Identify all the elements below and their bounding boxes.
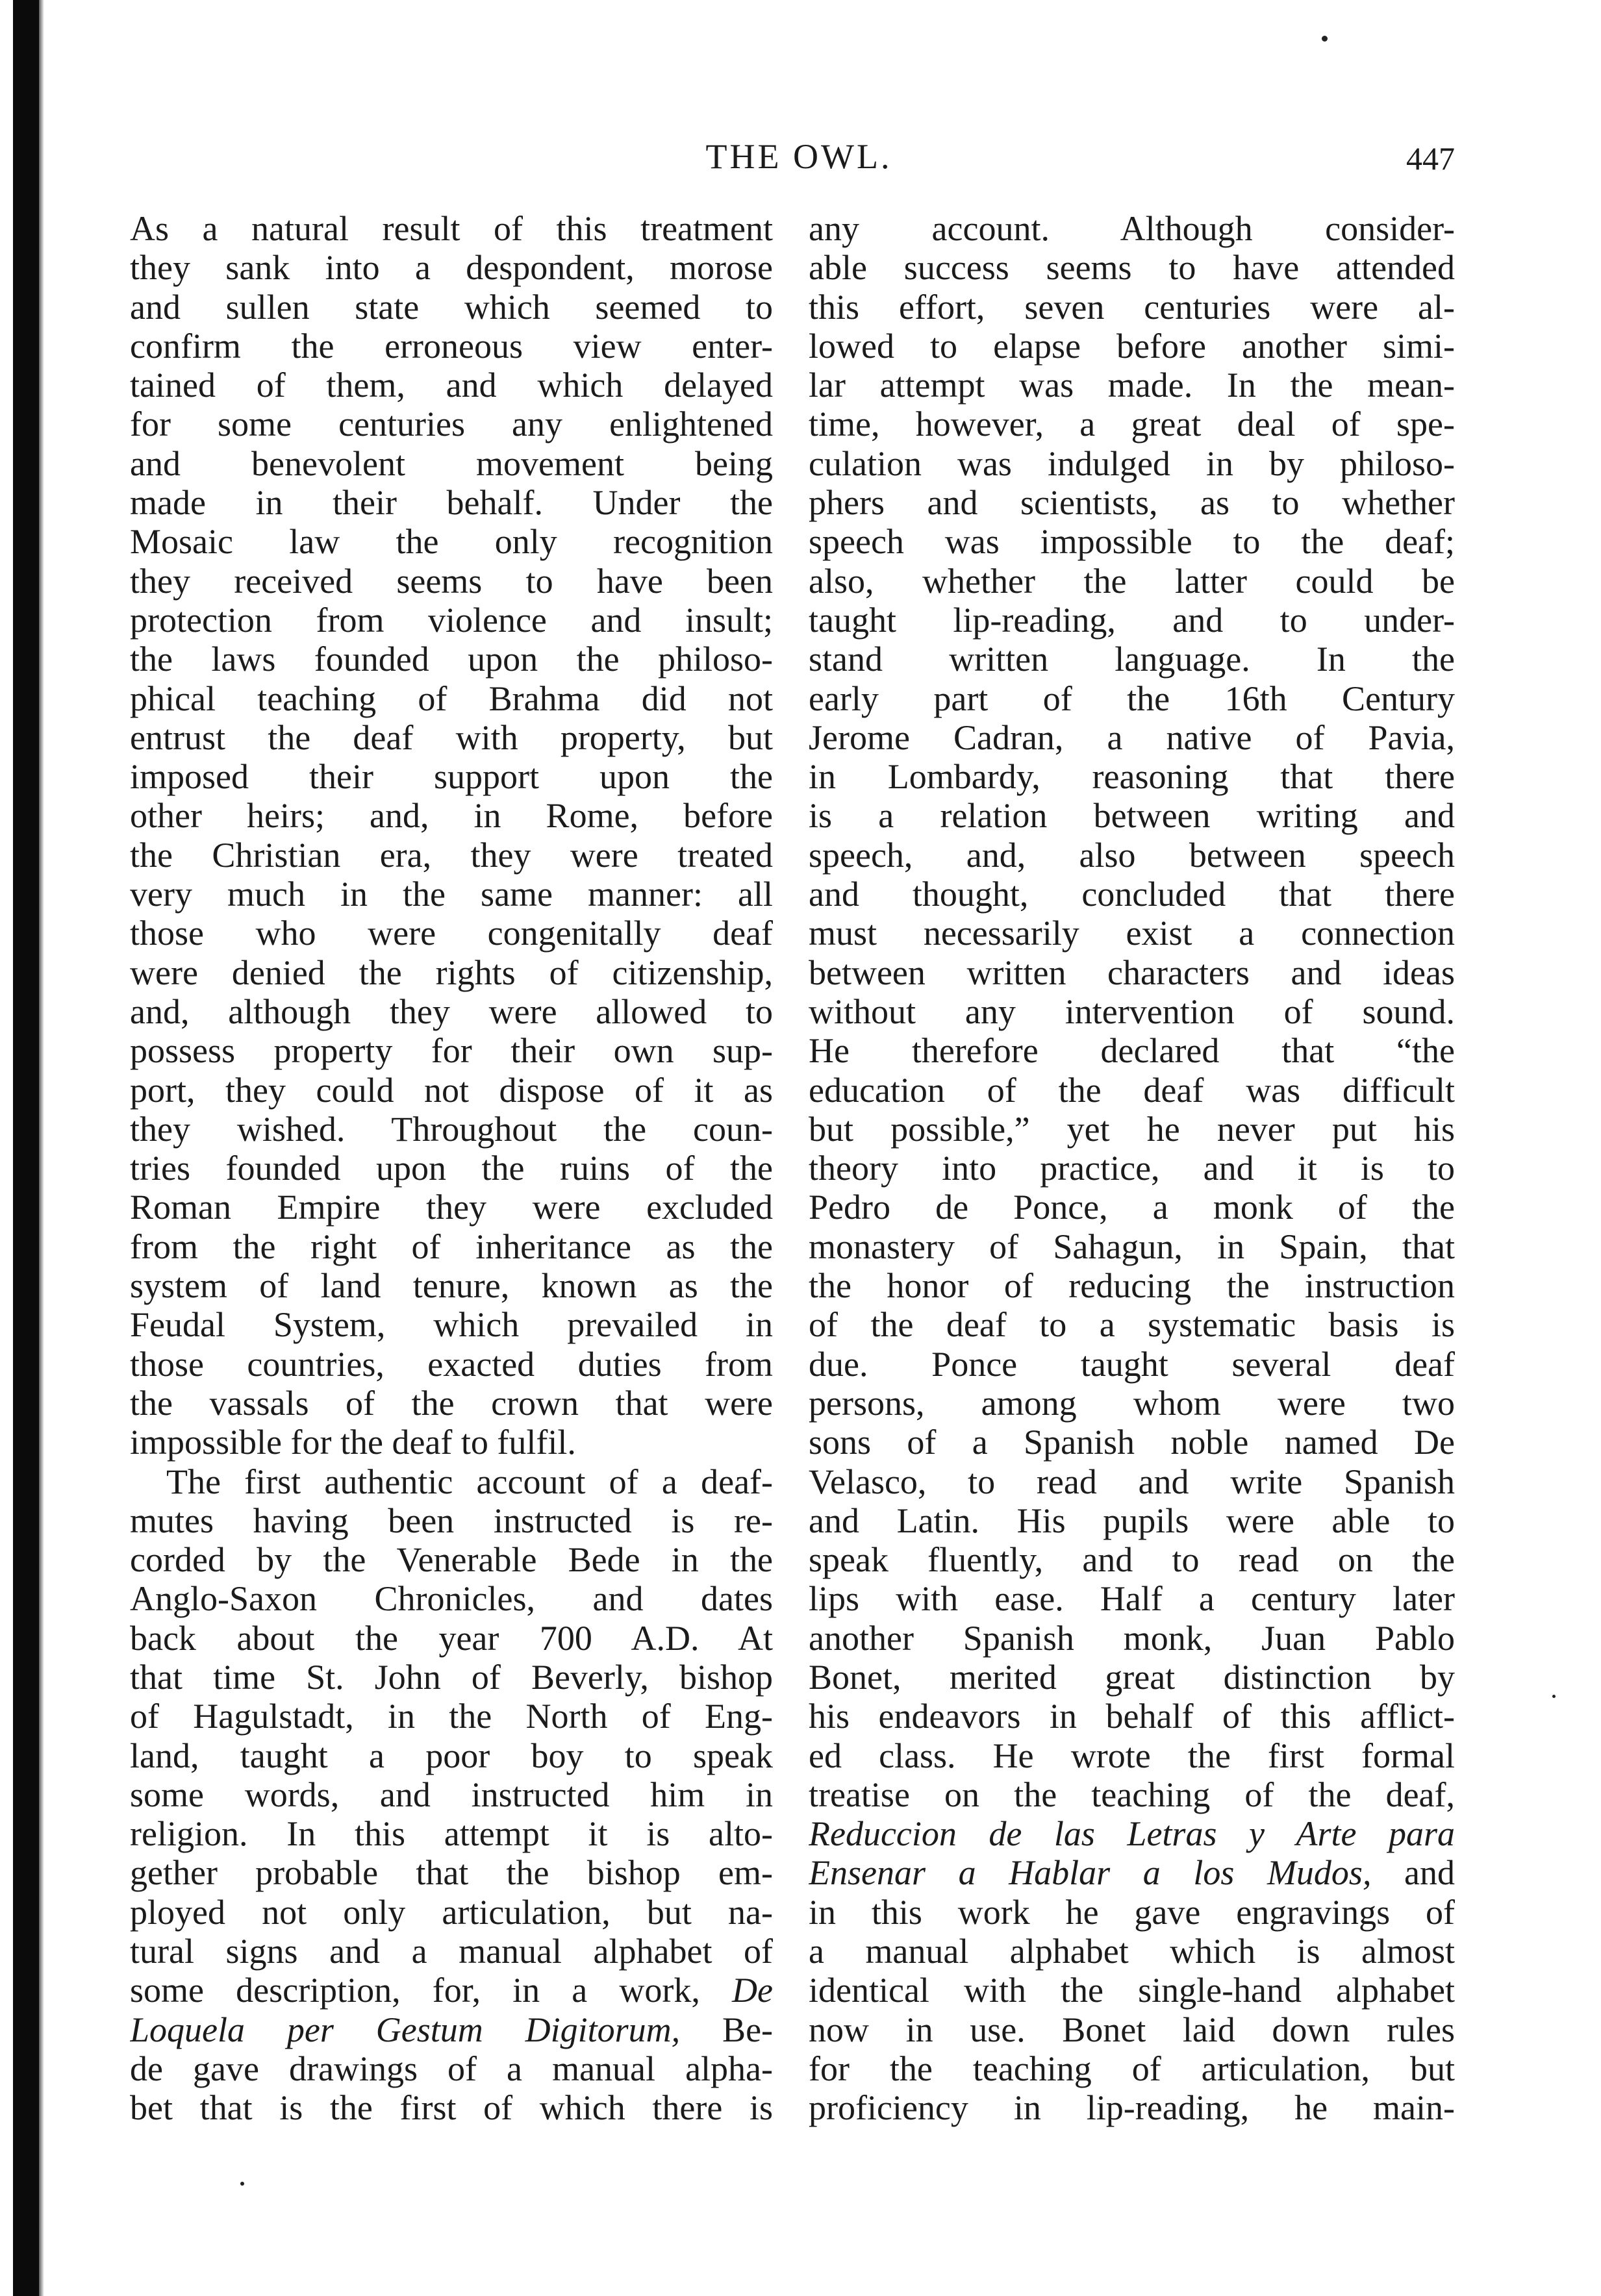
text-line: they sank into a despondent, morose — [130, 248, 773, 288]
text-line: for some centuries any enlightened — [130, 405, 773, 444]
text-line: phers and scientists, as to whether — [809, 483, 1455, 523]
text-line — [130, 1971, 773, 2010]
text-line: phical teaching of Brahma did not — [130, 679, 773, 718]
text-line: any account. Although consider- — [809, 209, 1455, 248]
text-line: made in their behalf. Under the — [130, 483, 773, 523]
text-line: of the deaf to a systematic basis is — [809, 1305, 1455, 1345]
text-line: religion. In this attempt it is alto- — [130, 1814, 773, 1854]
text-line: imposed their support upon the — [130, 757, 773, 797]
text-line: and thought, concluded that there — [809, 875, 1455, 914]
text-line: another Spanish monk, Juan Pablo — [809, 1618, 1455, 1658]
text-line: Roman Empire they were excluded — [130, 1188, 773, 1227]
text-line: for the teaching of articulation, but — [809, 2049, 1455, 2088]
text-line: Pedro de Ponce, a monk of the — [809, 1188, 1455, 1227]
text-line: The first authentic account of a deaf- — [166, 1462, 773, 1501]
text-line: speech, and, also between speech — [809, 835, 1455, 875]
text-line: entrust the deaf with property, but — [130, 718, 773, 757]
text-line: and, although they were allowed to — [130, 992, 773, 1031]
text-line: and benevolent movement being — [130, 443, 773, 483]
text-line: proficiency in lip-reading, he main- — [809, 2088, 1455, 2128]
text-line: Velasco, to read and write Spanish — [809, 1462, 1455, 1501]
text-line: the honor of reducing the instruction — [809, 1266, 1455, 1306]
page-spine-shadow — [13, 0, 39, 2296]
text-line: Feudal System, which prevailed in — [130, 1305, 773, 1345]
text-line: must necessarily exist a connection — [809, 914, 1455, 953]
text-line: possess property for their own sup- — [130, 1031, 773, 1071]
text-line: tries founded upon the ruins of the — [130, 1149, 773, 1188]
text-line: those who were congenitally deaf — [130, 914, 773, 953]
scan-speck — [240, 2182, 244, 2186]
scan-speck — [1322, 36, 1328, 42]
text-line — [809, 1853, 1455, 1892]
text-line: culation was indulged in by philoso- — [809, 443, 1455, 483]
text-line: of Hagulstadt, in the North of Eng- — [130, 1697, 773, 1736]
text-line: his endeavors in behalf of this afflict- — [809, 1697, 1455, 1736]
text-line: the vassals of the crown that were — [130, 1383, 773, 1423]
text-line: gether probable that the bishop em- — [130, 1853, 773, 1893]
text-line: de gave drawings of a manual alpha- — [130, 2049, 773, 2088]
text-line: they received seems to have been — [130, 561, 773, 601]
text-line: that time St. John of Beverly, bishop — [130, 1657, 773, 1697]
text-line: speak fluently, and to read on the — [809, 1540, 1455, 1580]
italic-title-text: Loquela per Gestum Digitorum, — [130, 2010, 681, 2049]
text-run: Be- — [722, 2010, 773, 2049]
text-line: without any intervention of sound. — [809, 992, 1455, 1031]
text-line: from the right of inheritance as the — [130, 1227, 773, 1266]
text-line: bet that is the first of which there is — [130, 2088, 773, 2128]
text-line: now in use. Bonet laid down rules — [809, 2010, 1455, 2049]
text-line: in Lombardy, reasoning that there — [809, 757, 1455, 797]
text-line: ployed not only articulation, but na- — [130, 1892, 773, 1932]
text-run: and — [1404, 1853, 1455, 1893]
text-line: sons of a Spanish noble named De — [809, 1423, 1455, 1462]
italic-title-text: Ensenar a Hablar a los Mudos, — [809, 1853, 1372, 1893]
left-column — [130, 209, 773, 2128]
text-line: identical with the single-hand alphabet — [809, 1971, 1455, 2010]
italic-title-text: De — [732, 1971, 773, 2010]
scan-speck — [1552, 1695, 1556, 1698]
text-line: system of land tenure, known as the — [130, 1266, 773, 1306]
text-line: but possible,” yet he never put his — [809, 1109, 1455, 1149]
text-line: Anglo-Saxon Chronicles, and dates — [130, 1579, 773, 1619]
text-line: persons, among whom were two — [809, 1383, 1455, 1423]
text-line: this effort, seven centuries were al- — [809, 287, 1455, 327]
text-line: He therefore declared that “the — [809, 1031, 1455, 1071]
text-line: tural signs and a manual alphabet of — [130, 1932, 773, 1971]
text-line: were denied the rights of citizenship, — [130, 953, 773, 992]
text-line: lips with ease. Half a century later — [809, 1579, 1455, 1619]
text-line: impossible for the deaf to fulfil. — [130, 1423, 576, 1462]
text-line: other heirs; and, in Rome, before — [130, 796, 773, 836]
text-line: education of the deaf was difficult — [809, 1070, 1455, 1110]
text-line: between written characters and ideas — [809, 953, 1455, 992]
text-line: treatise on the teaching of the deaf, — [809, 1775, 1455, 1814]
text-line: lar attempt was made. In the mean- — [809, 366, 1455, 405]
text-line: As a natural result of this treatment — [130, 209, 773, 248]
running-title: THE OWL. — [705, 137, 892, 176]
text-line: stand written language. In the — [809, 640, 1455, 679]
text-run: some description, for, in a work, — [130, 1971, 700, 2010]
text-line — [130, 2010, 773, 2049]
text-line: Mosaic law the only recognition — [130, 522, 773, 562]
page-number: 447 — [1406, 140, 1455, 177]
text-line: ed class. He wrote the first formal — [809, 1736, 1455, 1775]
text-line: and sullen state which seemed to — [130, 287, 773, 327]
text-line: in this work he gave engravings of — [809, 1892, 1455, 1932]
text-line: theory into practice, and it is to — [809, 1149, 1455, 1188]
text-line: protection from violence and insult; — [130, 600, 773, 640]
text-line: some words, and instructed him in — [130, 1775, 773, 1814]
text-line: tained of them, and which delayed — [130, 366, 773, 405]
text-line: confirm the erroneous view enter- — [130, 326, 773, 366]
text-line: and Latin. His pupils were able to — [809, 1501, 1455, 1540]
text-line: monastery of Sahagun, in Spain, that — [809, 1227, 1455, 1266]
italic-title-text: Reduccion de las Letras y Arte para — [809, 1814, 1455, 1854]
text-line: Bonet, merited great distinction by — [809, 1657, 1455, 1697]
text-line: time, however, a great deal of spe- — [809, 405, 1455, 444]
text-line: the Christian era, they were treated — [130, 835, 773, 875]
text-line: corded by the Venerable Bede in the — [130, 1540, 773, 1580]
text-line: also, whether the latter could be — [809, 561, 1455, 601]
text-line: land, taught a poor boy to speak — [130, 1736, 773, 1775]
text-line: a manual alphabet which is almost — [809, 1932, 1455, 1971]
text-line: port, they could not dispose of it as — [130, 1070, 773, 1110]
text-line: lowed to elapse before another simi- — [809, 326, 1455, 366]
text-line: back about the year 700 A.D. At — [130, 1618, 773, 1658]
text-line: is a relation between writing and — [809, 796, 1455, 836]
text-line: taught lip-reading, and to under- — [809, 600, 1455, 640]
text-line: speech was impossible to the deaf; — [809, 522, 1455, 562]
text-line: Jerome Cadran, a native of Pavia, — [809, 718, 1455, 757]
text-line: very much in the same manner: all — [130, 875, 773, 914]
text-line — [809, 1814, 1455, 1853]
page-spine-edge — [39, 0, 44, 2296]
text-line: due. Ponce taught several deaf — [809, 1344, 1455, 1384]
right-column — [809, 209, 1455, 2128]
text-line: they wished. Throughout the coun- — [130, 1109, 773, 1149]
text-line: mutes having been instructed is re- — [130, 1501, 773, 1540]
text-line: the laws founded upon the philoso- — [130, 640, 773, 679]
text-line: those countries, exacted duties from — [130, 1344, 773, 1384]
text-line: able success seems to have attended — [809, 248, 1455, 288]
text-line: early part of the 16th Century — [809, 679, 1455, 718]
